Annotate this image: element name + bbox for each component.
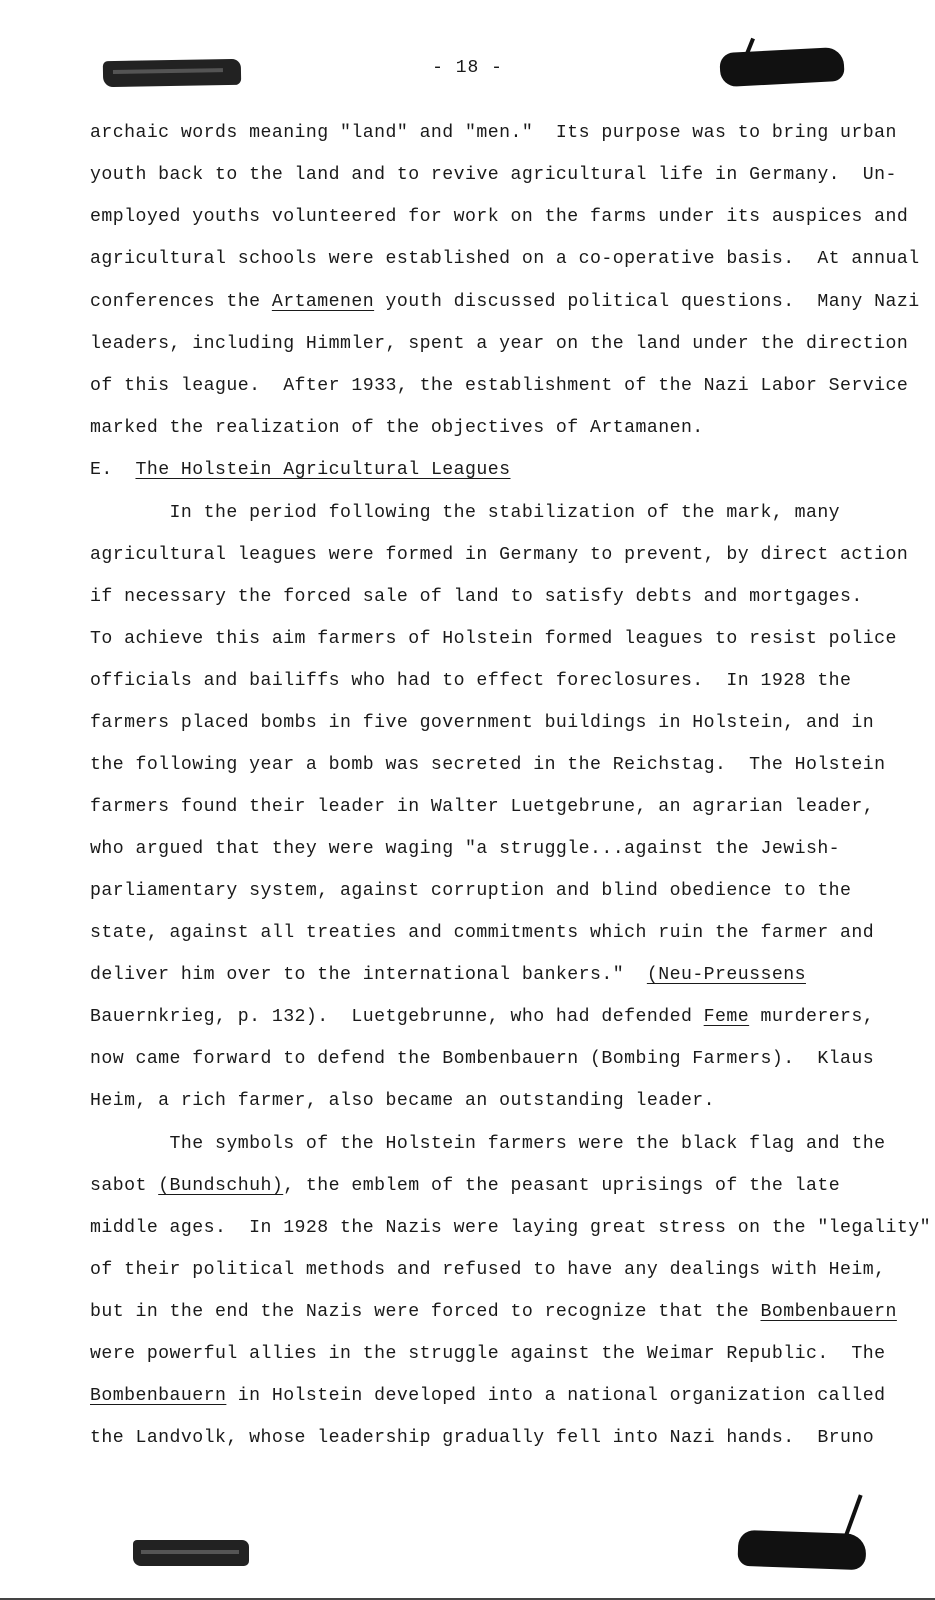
text-run: youth back to the land and to revive agricultural life in Germany. Un- <box>90 165 897 185</box>
text-line <box>90 1386 886 1406</box>
text-run: who argued that they were waging "a struggle...against the Jewish- <box>90 839 841 859</box>
text-run: marked the realization of the objectives of Artamanen. <box>90 418 704 438</box>
text-run: archaic words meaning "land" and "men." Its purpose was to bring urban <box>90 123 897 143</box>
text-run: but in the end the Nazis were forced to recognize that the <box>90 1302 761 1322</box>
text-line <box>90 1007 874 1027</box>
underlined-term: Bombenbauern <box>90 1386 227 1406</box>
text-run: the Landvolk, whose leadership gradually fell into Nazi hands. Bruno <box>90 1428 875 1448</box>
redaction-mark-bottom-right <box>737 1530 866 1570</box>
text-run: farmers found their leader in Walter Luetgebrune, an agrarian leader, <box>90 797 875 817</box>
underlined-term: (Neu-Preussens <box>646 965 806 985</box>
underlined-term: (Bundschuh) <box>158 1176 284 1196</box>
text-line <box>90 503 840 523</box>
underlined-term: Bombenbauern <box>760 1302 897 1322</box>
text-run: , the emblem of the peasant uprisings of the late <box>283 1176 841 1196</box>
text-run: in Holstein developed into a national organization called <box>226 1386 886 1406</box>
text-line <box>90 1134 886 1154</box>
text-line <box>90 207 908 227</box>
text-line <box>90 418 704 438</box>
text-run: now came forward to defend the Bombenbauern (Bombing Farmers). Klaus <box>90 1049 875 1069</box>
text-run: employed youths volunteered for work on the farms under its auspices and <box>90 207 909 227</box>
text-line <box>90 923 874 943</box>
text-run: Heim, a rich farmer, also became an outstanding leader. <box>90 1091 716 1111</box>
text-line <box>90 334 908 354</box>
text-run: state, against all treaties and commitments which ruin the farmer and <box>90 923 875 943</box>
page-number: - 18 - <box>432 58 503 78</box>
redaction-mark-top-right <box>719 47 845 87</box>
text-line <box>90 1091 715 1111</box>
text-run: The symbols of the Holstein farmers were the black flag and the <box>90 1134 886 1154</box>
text-run: middle ages. In 1928 the Nazis were laying great stress on the "legality" <box>90 1218 931 1238</box>
text-line <box>90 165 897 185</box>
text-run: To achieve this aim farmers of Holstein formed leagues to resist police <box>90 629 897 649</box>
section-heading <box>90 460 511 480</box>
text-run: of this league. After 1933, the establishment of the Nazi Labor Service <box>90 376 909 396</box>
text-run: conferences the <box>90 292 272 312</box>
text-run: Bauernkrieg, p. 132). Luetgebrunne, who had defended <box>90 1007 704 1027</box>
text-line <box>90 755 886 775</box>
text-line <box>90 839 840 859</box>
text-line <box>90 1428 874 1448</box>
underlined-term: Feme <box>703 1007 750 1027</box>
text-line <box>90 123 897 143</box>
text-run: E. <box>90 460 136 480</box>
text-run: the following year a bomb was secreted in the Reichstag. The Holstein <box>90 755 886 775</box>
text-run: agricultural schools were established on a co-operative basis. At annual <box>90 249 920 269</box>
text-line <box>90 797 874 817</box>
text-line <box>90 292 920 312</box>
text-run: agricultural leagues were formed in Germany to prevent, by direct action <box>90 545 909 565</box>
text-run: farmers placed bombs in five government buildings in Holstein, and in <box>90 713 875 733</box>
text-line <box>90 249 920 269</box>
text-line <box>90 1260 886 1280</box>
redaction-stamp-bottom-left <box>133 1540 249 1566</box>
text-line <box>90 671 851 691</box>
text-run: sabot <box>90 1176 159 1196</box>
text-run: if necessary the forced sale of land to satisfy debts and mortgages. <box>90 587 863 607</box>
text-line <box>90 1344 886 1364</box>
text-line <box>90 1176 840 1196</box>
text-run: were powerful allies in the struggle against the Weimar Republic. The <box>90 1344 886 1364</box>
text-line <box>90 965 806 985</box>
text-line <box>90 713 874 733</box>
text-run: parliamentary system, against corruption and blind obedience to the <box>90 881 852 901</box>
underlined-term: The Holstein Agricultural Leagues <box>135 460 511 480</box>
text-run: of their political methods and refused to have any dealings with Heim, <box>90 1260 886 1280</box>
text-run: In the period following the stabilization of the mark, many <box>90 503 841 523</box>
text-run: deliver him over to the international bankers." <box>90 965 647 985</box>
text-line <box>90 1302 897 1322</box>
text-line <box>90 1218 931 1238</box>
text-run: youth discussed political questions. Many Nazi <box>374 292 920 312</box>
text-run: murderers, <box>749 1007 875 1027</box>
text-line <box>90 545 908 565</box>
text-line <box>90 881 851 901</box>
text-run: officials and bailiffs who had to effect foreclosures. In 1928 the <box>90 671 852 691</box>
text-line <box>90 587 863 607</box>
text-run: leaders, including Himmler, spent a year on the land under the direction <box>90 334 909 354</box>
text-line <box>90 1049 874 1069</box>
text-line <box>90 629 897 649</box>
underlined-term: Artamenen <box>271 292 375 312</box>
text-line <box>90 376 908 396</box>
